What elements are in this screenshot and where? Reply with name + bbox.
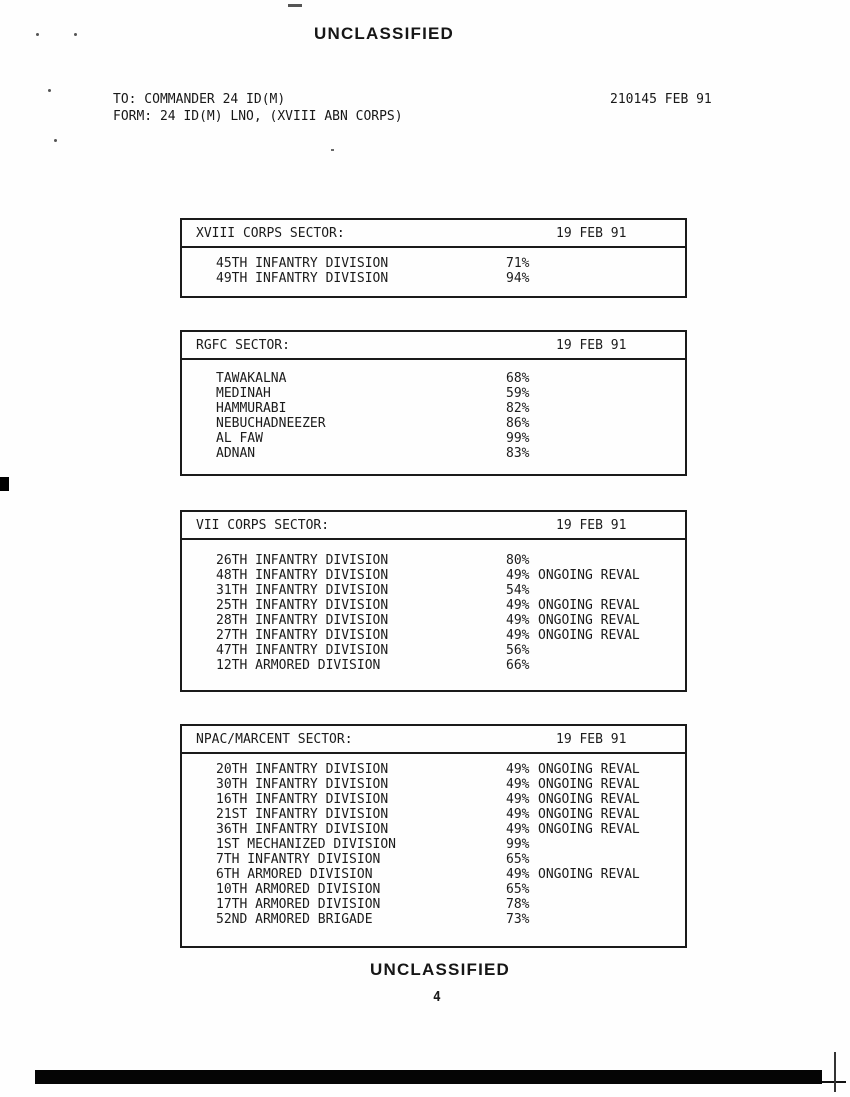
unit-name: 36TH INFANTRY DIVISION [216, 822, 389, 837]
unit-row [216, 568, 685, 583]
sector-title: XVIII CORPS SECTOR: [196, 226, 345, 241]
unit-name: HAMMURABI [216, 401, 287, 416]
unit-name: 12TH ARMORED DIVISION [216, 658, 381, 673]
sector-header [182, 512, 685, 540]
unit-name: 16TH INFANTRY DIVISION [216, 792, 389, 807]
unit-percent: 54% [506, 583, 530, 598]
unit-row [216, 401, 685, 416]
unit-percent: 49% [506, 568, 530, 583]
scan-mark-dot [36, 33, 39, 36]
scan-mark-edge-line [834, 1052, 836, 1092]
from-line: FORM: 24 ID(M) LNO, (XVIII ABN CORPS) [113, 109, 403, 124]
unit-row [216, 852, 685, 867]
unit-note: ONGOING REVAL [538, 568, 640, 583]
unit-name: ADNAN [216, 446, 256, 461]
sector-title: NPAC/MARCENT SECTOR: [196, 732, 353, 747]
unit-percent: 99% [506, 837, 530, 852]
scan-mark-dot [54, 139, 57, 142]
sector-body [182, 754, 685, 927]
unit-row [216, 271, 685, 286]
unit-percent: 86% [506, 416, 530, 431]
page-number: 4 [433, 990, 441, 1005]
unit-note: ONGOING REVAL [538, 777, 640, 792]
unit-name: 48TH INFANTRY DIVISION [216, 568, 389, 583]
unit-name: 30TH INFANTRY DIVISION [216, 777, 389, 792]
sector-header [182, 220, 685, 248]
unit-name: 27TH INFANTRY DIVISION [216, 628, 389, 643]
unit-name: AL FAW [216, 431, 263, 446]
scan-mark-dot [331, 149, 334, 151]
scan-mark-dot [74, 33, 77, 36]
unit-name: TAWAKALNA [216, 371, 287, 386]
unit-row [216, 822, 685, 837]
sector-header [182, 726, 685, 754]
scan-mark-dash [288, 4, 302, 7]
unit-percent: 80% [506, 553, 530, 568]
unit-row [216, 256, 685, 271]
unit-percent: 78% [506, 897, 530, 912]
unit-row [216, 643, 685, 658]
unit-row [216, 628, 685, 643]
sector-date: 19 FEB 91 [556, 732, 627, 747]
unit-name: 49TH INFANTRY DIVISION [216, 271, 389, 286]
unit-note: ONGOING REVAL [538, 613, 640, 628]
unit-percent: 65% [506, 852, 530, 867]
sector-date: 19 FEB 91 [556, 226, 627, 241]
unit-row [216, 837, 685, 852]
sector-title: RGFC SECTOR: [196, 338, 290, 353]
unit-note: ONGOING REVAL [538, 598, 640, 613]
classification-banner-bottom: UNCLASSIFIED [370, 960, 511, 979]
classification-banner-top: UNCLASSIFIED [314, 24, 455, 43]
sector-date: 19 FEB 91 [556, 518, 627, 533]
unit-row [216, 867, 685, 882]
unit-row [216, 598, 685, 613]
date-time-group: 210145 FEB 91 [610, 92, 712, 107]
unit-row [216, 386, 685, 401]
sector-body [182, 248, 685, 286]
unit-percent: 49% [506, 762, 530, 777]
unit-percent: 94% [506, 271, 530, 286]
unit-name: 21ST INFANTRY DIVISION [216, 807, 389, 822]
unit-row [216, 912, 685, 927]
unit-name: NEBUCHADNEEZER [216, 416, 326, 431]
sector-header [182, 332, 685, 360]
unit-note: ONGOING REVAL [538, 792, 640, 807]
unit-percent: 82% [506, 401, 530, 416]
unit-percent: 49% [506, 613, 530, 628]
unit-name: 7TH INFANTRY DIVISION [216, 852, 381, 867]
sector-box-rgfc [180, 330, 687, 476]
unit-note: ONGOING REVAL [538, 867, 640, 882]
unit-percent: 68% [506, 371, 530, 386]
unit-percent: 73% [506, 912, 530, 927]
unit-row [216, 807, 685, 822]
unit-percent: 71% [506, 256, 530, 271]
unit-percent: 66% [506, 658, 530, 673]
unit-row [216, 658, 685, 673]
unit-note: ONGOING REVAL [538, 807, 640, 822]
unit-percent: 83% [506, 446, 530, 461]
unit-row [216, 371, 685, 386]
unit-row [216, 446, 685, 461]
unit-note: ONGOING REVAL [538, 822, 640, 837]
unit-name: 26TH INFANTRY DIVISION [216, 553, 389, 568]
sector-date: 19 FEB 91 [556, 338, 627, 353]
scan-mark-dot [48, 89, 51, 92]
unit-name: 31TH INFANTRY DIVISION [216, 583, 389, 598]
scan-redaction-bar [35, 1070, 822, 1084]
unit-percent: 49% [506, 628, 530, 643]
unit-name: 28TH INFANTRY DIVISION [216, 613, 389, 628]
sector-title: VII CORPS SECTOR: [196, 518, 330, 533]
unit-percent: 56% [506, 643, 530, 658]
unit-percent: 99% [506, 431, 530, 446]
unit-name: 47TH INFANTRY DIVISION [216, 643, 389, 658]
unit-percent: 49% [506, 777, 530, 792]
sector-body [182, 360, 685, 461]
unit-name: MEDINAH [216, 386, 271, 401]
unit-note: ONGOING REVAL [538, 762, 640, 777]
unit-name: 17TH ARMORED DIVISION [216, 897, 381, 912]
unit-row [216, 583, 685, 598]
unit-name: 45TH INFANTRY DIVISION [216, 256, 389, 271]
unit-name: 52ND ARMORED BRIGADE [216, 912, 373, 927]
unit-row [216, 762, 685, 777]
sector-box-xviii-corps [180, 218, 687, 298]
unit-row [216, 777, 685, 792]
unit-name: 1ST MECHANIZED DIVISION [216, 837, 397, 852]
unit-percent: 49% [506, 867, 530, 882]
unit-row [216, 431, 685, 446]
unit-name: 20TH INFANTRY DIVISION [216, 762, 389, 777]
unit-percent: 49% [506, 822, 530, 837]
unit-row [216, 882, 685, 897]
unit-note: ONGOING REVAL [538, 628, 640, 643]
unit-row [216, 416, 685, 431]
unit-row [216, 792, 685, 807]
unit-row [216, 553, 685, 568]
unit-percent: 49% [506, 792, 530, 807]
unit-name: 10TH ARMORED DIVISION [216, 882, 381, 897]
to-line: TO: COMMANDER 24 ID(M) [113, 92, 286, 107]
unit-percent: 59% [506, 386, 530, 401]
scan-mark-edge-blob [0, 477, 9, 491]
unit-row [216, 613, 685, 628]
sector-box-vii-corps [180, 510, 687, 692]
unit-percent: 49% [506, 807, 530, 822]
unit-name: 25TH INFANTRY DIVISION [216, 598, 389, 613]
unit-percent: 65% [506, 882, 530, 897]
unit-row [216, 897, 685, 912]
sector-body [182, 540, 685, 673]
sector-box-npac-marcent [180, 724, 687, 948]
unit-percent: 49% [506, 598, 530, 613]
unit-name: 6TH ARMORED DIVISION [216, 867, 373, 882]
